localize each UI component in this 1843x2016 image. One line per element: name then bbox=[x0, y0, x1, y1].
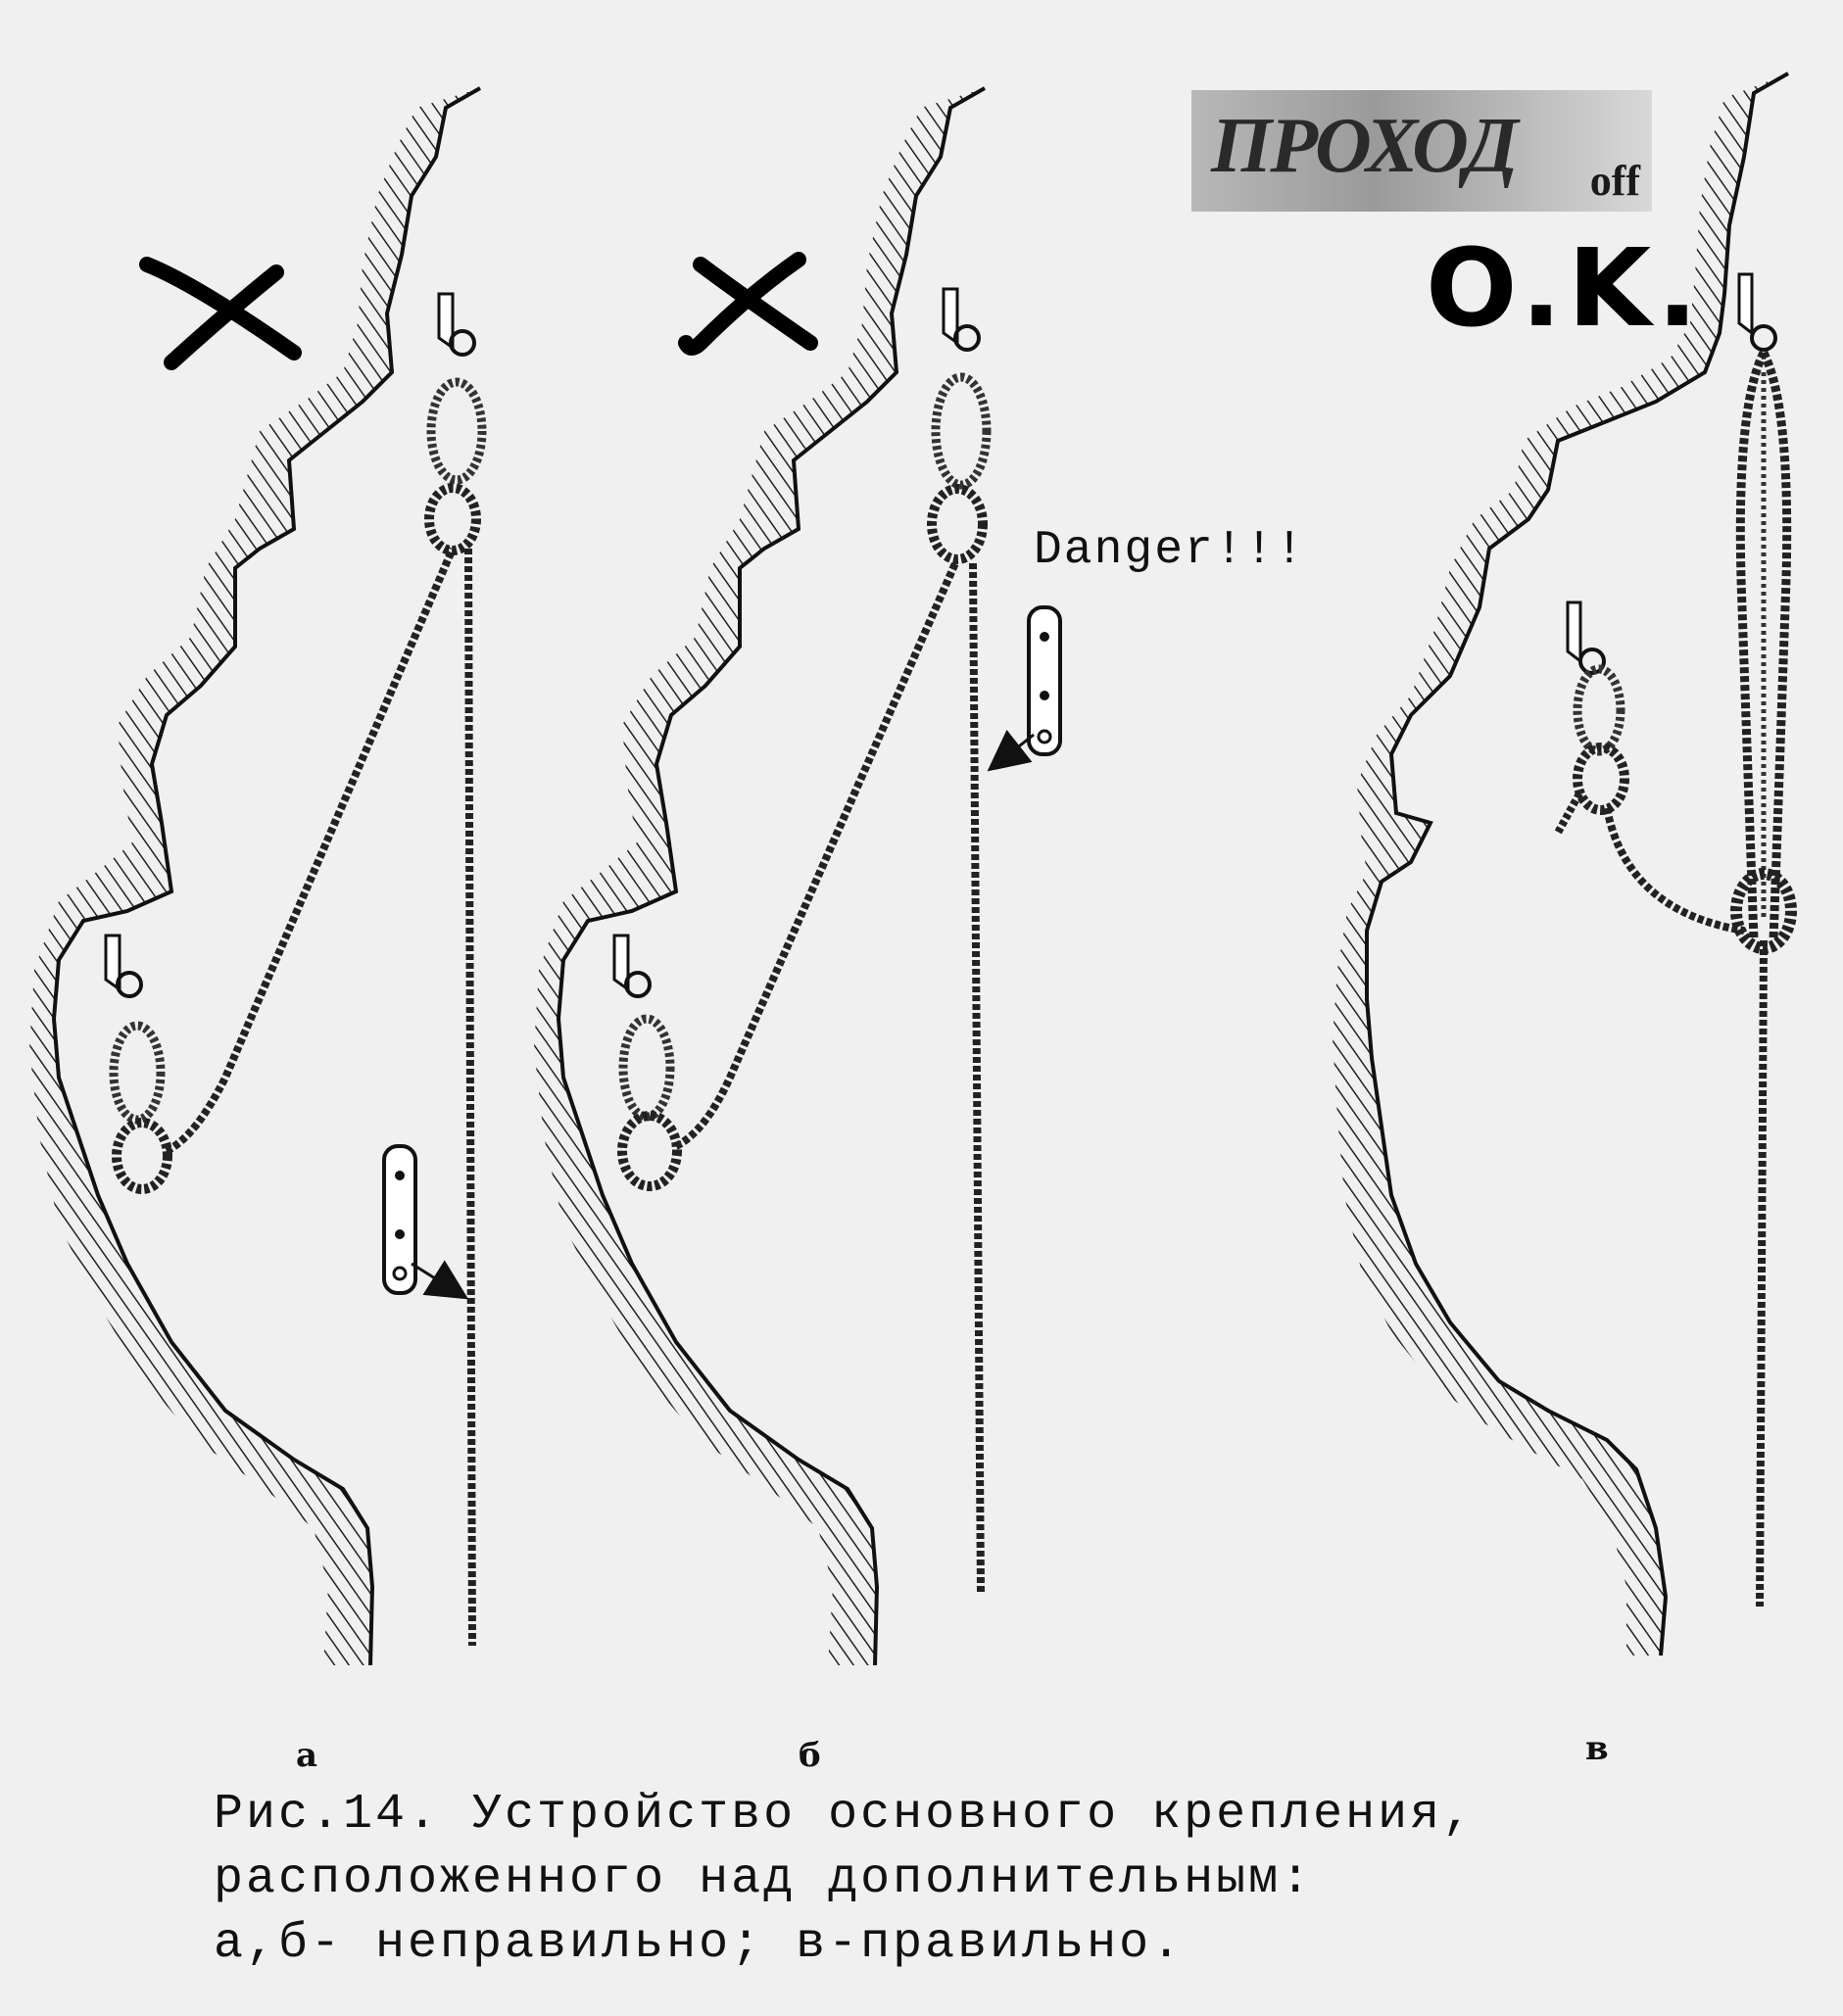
caption-line-3: а,б- неправильно; в-правильно. bbox=[214, 1916, 1185, 1972]
logo-main-text: ПРОХОД bbox=[1211, 103, 1517, 189]
panel-label-c: в bbox=[1585, 1729, 1609, 1768]
logo-watermark bbox=[1191, 90, 1652, 212]
main-rope-b bbox=[973, 563, 981, 1592]
caption-line-1: Рис.14. Устройство основного крепления, bbox=[214, 1787, 1476, 1843]
rock-face-b bbox=[534, 88, 985, 1665]
upper-anchor-c bbox=[1739, 274, 1775, 350]
main-rope-a bbox=[468, 549, 472, 1646]
descender-device-a bbox=[384, 1146, 459, 1293]
upper-anchor-a bbox=[429, 294, 482, 551]
panel-label-b: б bbox=[799, 1736, 821, 1775]
logo-sub-text: off bbox=[1589, 157, 1640, 205]
main-rope-c bbox=[1760, 940, 1764, 1607]
panel-label-a: а bbox=[296, 1736, 318, 1775]
connecting-rope-c bbox=[1607, 808, 1744, 931]
danger-warning: Danger!!! bbox=[1034, 524, 1306, 577]
lower-anchor-c bbox=[1558, 602, 1625, 833]
upper-anchor-b bbox=[932, 289, 987, 559]
lower-anchor-a bbox=[106, 936, 168, 1189]
correct-mark: O.K. bbox=[1426, 225, 1704, 351]
lower-anchor-b bbox=[614, 936, 677, 1186]
wrong-mark-a bbox=[147, 264, 294, 362]
caption-line-2: расположенного над дополнительным: bbox=[214, 1851, 1314, 1907]
panel-a bbox=[29, 88, 482, 1665]
figure-caption bbox=[214, 1783, 1475, 1977]
wrong-mark-b bbox=[686, 260, 810, 348]
descender-device-b bbox=[996, 607, 1060, 764]
panel-b bbox=[534, 88, 1060, 1665]
